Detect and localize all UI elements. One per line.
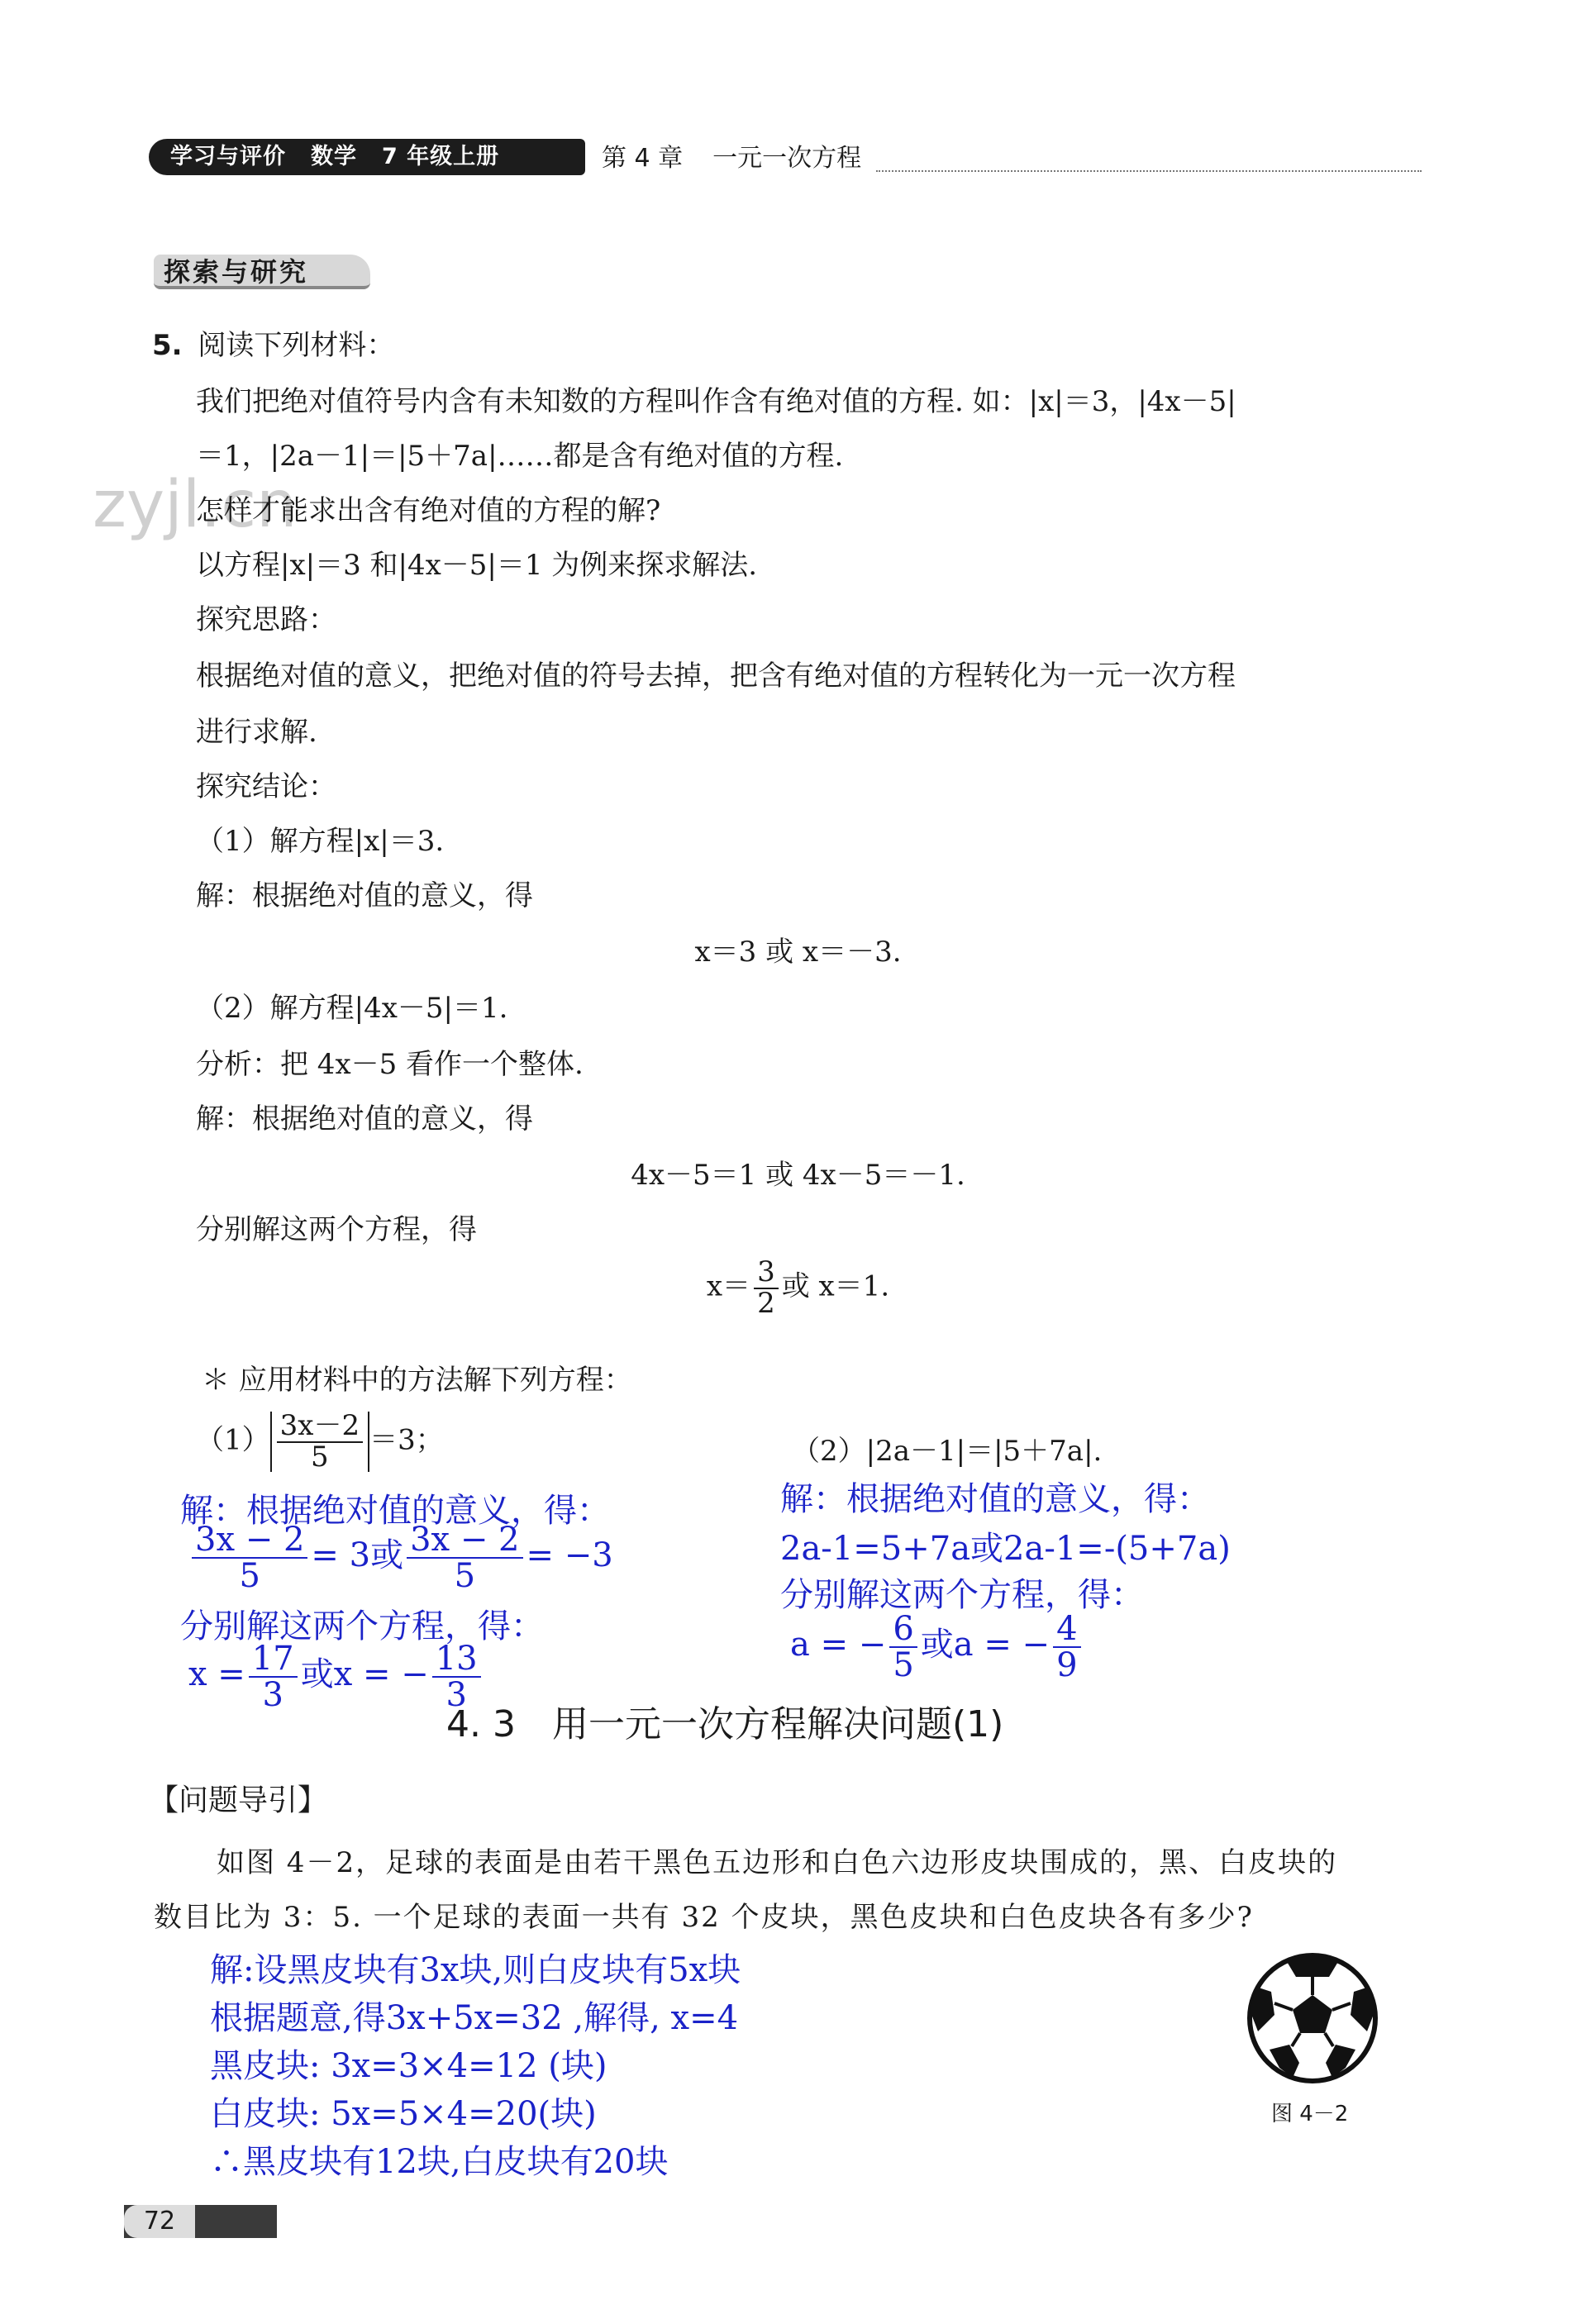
question-2: （2）|2a－1|＝|5＋7a|.	[792, 1435, 1103, 1468]
q1-label: （1）	[196, 1423, 270, 1457]
a2-or: 或a = −	[920, 1626, 1051, 1664]
answer2-line2: 2a-1=5+7a或2a-1=-(5+7a)	[780, 1530, 1231, 1568]
a1-s2-den: 3	[445, 1676, 467, 1714]
a1-s1-den: 3	[262, 1676, 283, 1714]
eq3-right: 或 x＝1.	[781, 1269, 890, 1303]
q1-num: 3x－2	[277, 1412, 363, 1443]
para-12: 分析：把 4x－5 看作一个整体.	[196, 1048, 584, 1081]
apply-instruction: ＊ 应用材料中的方法解下列方程：	[202, 1364, 632, 1397]
eq3-num: 3	[754, 1258, 779, 1289]
eq3-den: 2	[757, 1286, 775, 1320]
equation-3	[0, 1255, 1596, 1320]
para-10: 解：根据绝对值的意义，得	[196, 879, 533, 912]
a1-x: x =	[188, 1655, 245, 1693]
header-grade: 7 年级上册	[382, 144, 500, 169]
a2-s1	[889, 1612, 917, 1683]
para-8: 探究结论：	[196, 770, 336, 803]
q1-abs	[270, 1409, 369, 1474]
a1-rhs: = −3	[526, 1536, 613, 1574]
q1-fraction	[277, 1409, 363, 1474]
solution-line2: 根据题意,得3x+5x=32 ,解得, x=4	[210, 1999, 739, 2037]
solution-line4: 白皮块: 5x=5×4=20(块)	[210, 2095, 597, 2133]
a1-mid: = 3或	[311, 1536, 404, 1574]
header-chapter	[602, 137, 891, 174]
a1-frac2	[407, 1522, 522, 1593]
a1-s1-num: 17	[249, 1641, 298, 1678]
a1-s2-num: 13	[432, 1641, 481, 1678]
eq3-left: x＝	[706, 1269, 751, 1303]
answer2-line3: 分别解这两个方程，得：	[780, 1576, 1144, 1614]
a2-s2-num: 4	[1053, 1612, 1080, 1648]
a1-f1-den: 5	[239, 1557, 260, 1595]
para-14: 分别解这两个方程，得	[196, 1213, 477, 1246]
section-label: 探索与研究	[154, 255, 370, 289]
para-7: 进行求解.	[196, 716, 317, 749]
a2-s1-num: 6	[889, 1612, 917, 1648]
problem-number: 5.	[152, 329, 183, 362]
a1-f2-num: 3x − 2	[407, 1522, 522, 1559]
problem-5-intro	[152, 322, 394, 363]
a1-s1	[249, 1641, 298, 1712]
para-1: 我们把绝对值符号内含有未知数的方程叫作含有绝对值的方程. 如：|x|＝3，|4x－5|	[196, 385, 1236, 418]
para-5: 探究思路：	[196, 603, 336, 636]
para-9: （1）解方程|x|＝3.	[196, 825, 445, 858]
answer1-line1: 解：根据绝对值的意义，得：	[180, 1492, 610, 1530]
header-series-pill	[149, 139, 585, 175]
para-2: ＝1，|2a－1|＝|5＋7a|……都是含有绝对值的方程.	[196, 440, 844, 473]
equation-1: x＝3 或 x＝－3.	[694, 936, 902, 969]
section-4-3-title: 4. 3 用一元一次方程解决问题(1)	[446, 1703, 1004, 1745]
solution-line5: ∴黑皮块有12块,白皮块有20块	[210, 2143, 669, 2181]
guide-question-line2: 数目比为 3：5. 一个足球的表面一共有 32 个皮块，黑色皮块和白色皮块各有多少?	[154, 1901, 1254, 1934]
watermark: zyjl.cn	[93, 468, 298, 542]
answer1-solution	[188, 1641, 484, 1712]
q1-rhs: ＝3；	[369, 1423, 444, 1457]
a2-s1-den: 5	[893, 1646, 914, 1684]
q1-den: 5	[311, 1440, 329, 1474]
para-13: 解：根据绝对值的意义，得	[196, 1102, 533, 1136]
para-6: 根据绝对值的意义，把绝对值的符号去掉，把含有绝对值的方程转化为一元一次方程	[196, 660, 1236, 693]
problem-guide-heading: 【问题导引】	[149, 1783, 328, 1817]
answer1-eq	[188, 1522, 613, 1593]
figure-caption: 图 4－2	[1271, 2102, 1349, 2126]
solution-line1: 解:设黑皮块有3x块,则白皮块有5x块	[210, 1951, 741, 1989]
eq3-fraction	[754, 1255, 779, 1320]
a1-f2-den: 5	[454, 1557, 476, 1595]
header-series: 学习与评价	[170, 144, 286, 169]
problem-intro: 阅读下列材料：	[198, 329, 395, 362]
para-4: 以方程|x|＝3 和|4x－5|＝1 为例来探求解法.	[196, 549, 758, 582]
header-chapter-title: 一元一次方程	[712, 144, 862, 173]
equation-2: 4x－5＝1 或 4x－5＝－1.	[631, 1159, 965, 1192]
a1-or: 或x = −	[300, 1655, 429, 1693]
a2-a: a = −	[790, 1626, 887, 1664]
a1-frac1	[192, 1522, 307, 1593]
a1-f1-num: 3x − 2	[192, 1522, 307, 1559]
header-divider	[876, 170, 1422, 172]
guide-question-line1: 如图 4－2，足球的表面是由若干黑色五边形和白色六边形皮块围成的，黑、白皮块的	[217, 1846, 1338, 1879]
solution-line3: 黑皮块: 3x=3×4=12 (块)	[210, 2047, 607, 2085]
header-chapter-no: 第 4 章	[602, 144, 684, 173]
answer2-solution	[790, 1612, 1084, 1683]
para-11: （2）解方程|4x－5|＝1.	[196, 992, 508, 1025]
answer2-line1: 解：根据绝对值的意义，得：	[780, 1480, 1210, 1518]
a2-s2-den: 9	[1056, 1646, 1078, 1684]
header-subject: 数学	[311, 144, 357, 169]
answer1-line3: 分别解这两个方程，得：	[180, 1607, 544, 1645]
page-number: 72	[124, 2205, 195, 2238]
a2-s2	[1053, 1612, 1080, 1683]
para-3: 怎样才能求出含有绝对值的方程的解?	[196, 494, 661, 527]
question-1	[196, 1409, 444, 1474]
soccer-ball-icon	[1246, 1952, 1379, 2084]
